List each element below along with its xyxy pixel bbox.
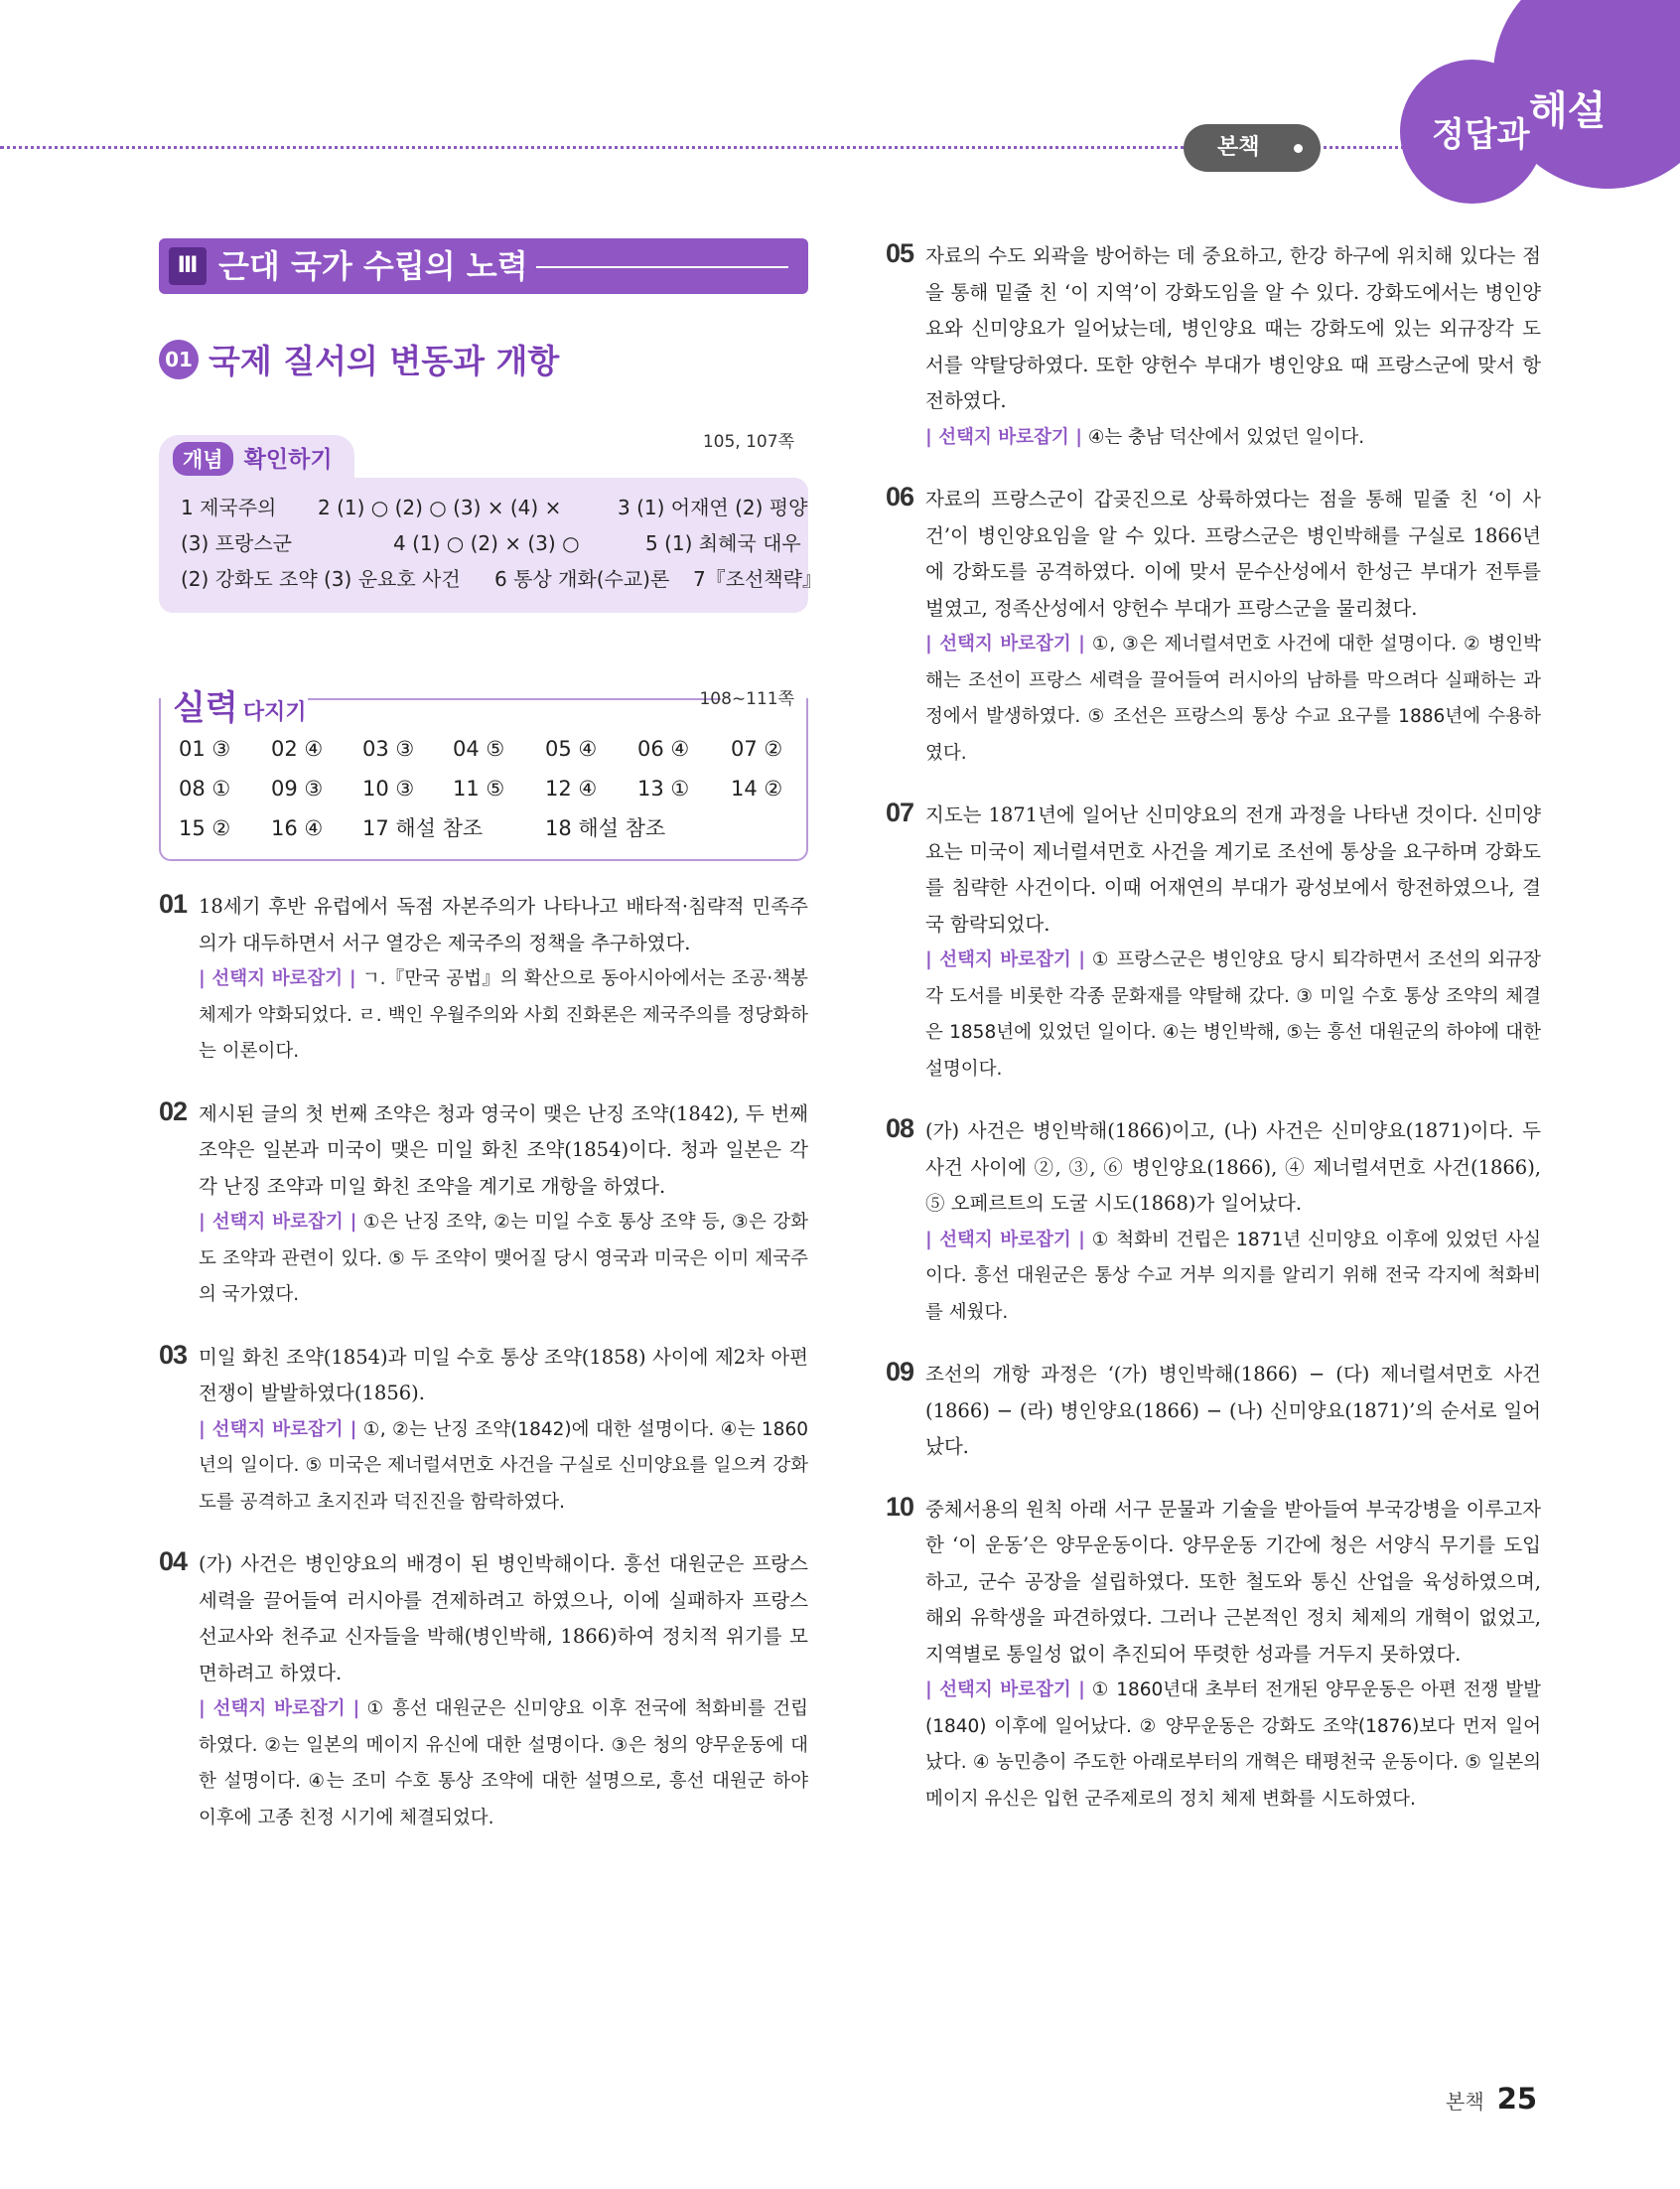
practice-row: [179, 730, 794, 768]
explanation-item: [159, 1340, 808, 1522]
explanation-item: [886, 1113, 1541, 1331]
correction-text: ㄱ.『만국 공법』의 확산으로 동아시아에서는 조공·책봉 체제가 약화되었다. ㄹ. 백인 우월주의와 사회 진화론은 제국주의를 정당화하는 이론이다.: [199, 968, 809, 1062]
concept-pages: 105, 107쪽: [702, 432, 794, 452]
practice-answer: 03 ③: [362, 737, 415, 761]
correction-text: ① 흥선 대원군은 신미양요 이후 전국에 척화비를 건립하였다. ②는 일본의 메이지 유신에 대한 설명이다. ③은 청의 양무운동에 대한 설명이다. ④는 조미 수호 통상 조약에 대한 설명으로, 흥선 대원군 하야 이후에 고종 친정 시기에 체결되었다.: [199, 1698, 808, 1828]
practice-answer: 02 ④: [271, 737, 324, 761]
item-text: 18세기 후반 유럽에서 독점 자본주의가 나타나고 배타적·침략적 민족주의가 대두하면서 서구 열강은 제국주의 정책을 추구하였다.: [199, 895, 808, 954]
practice-answer: 04 ⑤: [453, 737, 505, 761]
item-correction: [199, 1412, 808, 1522]
item-number: 01: [159, 889, 188, 919]
concept-tag: 개념: [173, 442, 233, 476]
concept-answer: 4 (1) ○ (2) × (3) ○: [393, 531, 580, 555]
concept-row: [181, 561, 823, 597]
chapter-banner: [159, 238, 808, 294]
explanation-item: [886, 1357, 1541, 1466]
explanation-item: [159, 889, 808, 1071]
practice-heading-big: 실력: [173, 688, 238, 728]
item-number: 03: [159, 1339, 188, 1370]
item-number: 05: [886, 238, 914, 268]
concept-answer: 3 (1) 어재연 (2) 평양: [618, 496, 808, 519]
practice-answer: 14 ②: [731, 777, 783, 801]
explanation-item: [159, 1096, 808, 1314]
item-correction: [925, 420, 1541, 457]
correction-text: ①은 난징 조약, ②는 미일 수호 통상 조약 등, ③은 강화도 조약과 관련이 있다. ⑤ 두 조약이 맺어질 당시 영국과 미국은 이미 제국주의 국가였다.: [199, 1212, 809, 1305]
chapter-number: Ⅲ: [169, 247, 207, 285]
item-correction: [925, 943, 1541, 1088]
correction-label: | 선택지 바로잡기 |: [925, 426, 1082, 448]
practice-answer: 10 ③: [362, 777, 415, 801]
practice-topline: [308, 698, 721, 700]
concept-answer: 2 (1) ○ (2) ○ (3) × (4) ×: [318, 496, 562, 519]
practice-box: [159, 680, 808, 861]
item-number: 06: [886, 482, 914, 511]
footer-label: 본책: [1446, 2090, 1484, 2114]
practice-answer: 06 ④: [637, 737, 690, 761]
item-text: 조선의 개항 과정은 ‘(가) 병인박해(1866) − (다) 제너럴셔먼호 사건(1866) − (라) 병인양요(1866) − (나) 신미양요(1871)’의 순서로 일어났다.: [925, 1363, 1541, 1458]
practice-row: [179, 770, 794, 807]
practice-row: [179, 809, 794, 847]
page-footer: [1446, 2082, 1537, 2116]
concept-check-box: [159, 432, 823, 613]
correction-label: | 선택지 바로잡기 |: [925, 1229, 1085, 1250]
practice-answer: 05 ④: [545, 737, 598, 761]
concept-answer: 5 (1) 최혜국 대우: [645, 531, 801, 555]
item-text: 미일 화친 조약(1854)과 미일 수호 통상 조약(1858) 사이에 제2차 아편 전쟁이 발발하였다(1856).: [199, 1345, 808, 1404]
item-number: 10: [886, 1491, 914, 1522]
correction-label: | 선택지 바로잡기 |: [199, 1698, 360, 1719]
item-number: 07: [886, 798, 914, 827]
practice-answer: 16 ④: [271, 816, 324, 840]
section-heading: [159, 336, 808, 383]
correction-label: | 선택지 바로잡기 |: [925, 949, 1085, 970]
right-column: [886, 238, 1541, 1818]
correction-text: ① 프랑스군은 병인양요 당시 퇴각하면서 조선의 외규장각 도서를 비롯한 각종 문화재를 약탈해 갔다. ③ 미일 수호 통상 조약의 체결은 1858년에 있었던 일이다. ④는 병인박해, ⑤는 흥선 대원군의 하야에 대한 설명이다.: [925, 949, 1541, 1080]
practice-answer: 13 ①: [637, 777, 690, 801]
concept-label: 확인하기: [243, 447, 333, 473]
explanation-item: [886, 238, 1541, 456]
section-number: 01: [159, 340, 199, 379]
practice-answer: 12 ④: [545, 777, 598, 801]
item-number: 08: [886, 1113, 914, 1143]
correction-text: ① 척화비 건립은 1871년 신미양요 이후에 있었던 사실이다. 흥선 대원군은 통상 수교 거부 의지를 알리기 위해 전국 각지에 척화비를 세웠다.: [925, 1229, 1542, 1323]
correction-label: | 선택지 바로잡기 |: [925, 634, 1085, 655]
item-correction: [199, 1205, 808, 1314]
explanation-item: [886, 1492, 1541, 1819]
concept-answer: 7『조선책략』: [693, 567, 823, 591]
correction-text: ①, ②는 난징 조약(1842)에 대한 설명이다. ④는 1860년의 일이다. ⑤ 미국은 제너럴셔먼호 사건을 구실로 신미양요를 일으켜 강화도를 공격하고 초지진과 덕진진을 함락하였다.: [199, 1418, 808, 1513]
correction-label: | 선택지 바로잡기 |: [199, 968, 356, 989]
practice-answer: 07 ②: [731, 737, 783, 761]
item-number: 09: [886, 1357, 914, 1386]
page-number: 25: [1496, 2082, 1538, 2116]
book-tab-label: 본책: [1217, 135, 1260, 160]
correction-label: | 선택지 바로잡기 |: [199, 1418, 357, 1440]
item-number: 02: [159, 1095, 188, 1126]
chapter-title: 근대 국가 수립의 노력: [218, 247, 528, 285]
item-text: 지도는 1871년에 일어난 신미양요의 전개 과정을 나타낸 것이다. 신미양요는 미국이 제너럴셔먼호 사건을 계기로 조선에 통상을 요구하며 강화도를 침략한 사건이다. 이때 어재연의 부대가 광성보에서 항전하였으나, 결국 함락되었다.: [925, 803, 1541, 936]
item-correction: [199, 1691, 808, 1836]
explanation-item: [886, 798, 1541, 1088]
item-text: 제시된 글의 첫 번째 조약은 청과 영국이 맺은 난징 조약(1842), 두 번째 조약은 일본과 미국이 맺은 미일 화친 조약(1854)이다. 청과 일본은 각각 난징 조약과 미일 화친 조약을 계기로 개항을 하였다.: [199, 1101, 808, 1198]
correction-text: ① 1860년대 초부터 전개된 양무운동은 아편 전쟁 발발(1840) 이후에 일어났다. ② 양무운동은 강화도 조약(1876)보다 먼저 일어났다. ④ 농민층이 주도한 아래로부터의 개혁은 태평천국 운동이다. ⑤ 일본의 메이지 유신은 입헌 군주제로의 정치 체제 변화를 시도하였다.: [925, 1679, 1542, 1810]
item-correction: [925, 627, 1541, 772]
practice-answer: 17 해설 참조: [362, 816, 484, 840]
correction-text: ①, ③은 제너럴셔먼호 사건에 대한 설명이다. ② 병인박해는 조선이 프랑스 세력을 끌어들여 러시아의 남하를 막으려다 실패하는 과정에서 발생하였다. ⑤ 조선은 프랑스의 통상 수교 요구를 1886년에 수용하였다.: [925, 634, 1542, 764]
item-text: 중체서용의 원칙 아래 서구 문물과 기술을 받아들여 부국강병을 이루고자 한 ‘이 운동’은 양무운동이다. 양무운동 기간에 청은 서양식 무기를 도입하고, 군수 공장을 설립하였다. 또한 철도와 통신 산업을 육성하였으며, 해외 유학생을 파견하였다. 그러나 근본적인 정치 체제의 개혁이 없었고, 지역별로 통일성 없이 추진되어 뚜렷한 성과를 거두지 못하였다.: [925, 1497, 1541, 1666]
practice-answer: 08 ①: [179, 777, 231, 801]
left-column: [159, 238, 823, 1836]
header-title-sub: 정답과: [1432, 115, 1530, 155]
explanation-item: [886, 482, 1541, 772]
section-title: 국제 질서의 변동과 개항: [209, 342, 560, 380]
practice-heading-small: 다지기: [242, 700, 307, 725]
practice-answer: 11 ⑤: [453, 777, 505, 801]
header-title-main: 해설: [1529, 88, 1607, 134]
pill-dot-icon: [1294, 144, 1303, 153]
concept-row: [181, 490, 808, 525]
book-tab-pill: [1184, 124, 1321, 172]
item-correction: [925, 1223, 1541, 1332]
item-text: (가) 사건은 병인박해(1866)이고, (나) 사건은 신미양요(1871)이다. 두 사건 사이에 ②, ③, ⑥ 병인양요(1866), ④ 제너럴셔먼호 사건(1866), ⑤ 오페르트의 도굴 시도(1868)가 일어났다.: [925, 1119, 1541, 1215]
item-text: (가) 사건은 병인양요의 배경이 된 병인박해이다. 흥선 대원군은 프랑스 세력을 끌어들여 러시아를 견제하려고 하였으나, 이에 실패하자 프랑스 선교사와 천주교 신자들을 박해(병인박해, 1866)하여 정치적 위기를 모면하려고 하였다.: [199, 1552, 808, 1684]
item-correction: [199, 961, 808, 1071]
item-text: 자료의 프랑스군이 갑곶진으로 상륙하였다는 점을 통해 밑줄 친 ‘이 사건’이 병인양요임을 알 수 있다. 프랑스군은 병인박해를 구실로 1866년에 강화도를 공격하였다. 이에 맞서 문수산성에서 한성근 부대가 전투를 벌였고, 정족산성에서 양헌수 부대가 프랑스군을 물리쳤다.: [925, 488, 1541, 620]
item-text: 자료의 수도 외곽을 방어하는 데 중요하고, 한강 하구에 위치해 있다는 점을 통해 밑줄 친 ‘이 지역’이 강화도임을 알 수 있다. 강화도에서는 병인양요와 신미양요가 일어났는데, 병인양요 때는 강화도에 있는 외규장각 도서를 약탈당하였다. 또한 양헌수 부대가 병인양요 때 프랑스군에 맞서 항전하였다.: [925, 244, 1541, 412]
concept-answer: 1 제국주의: [181, 496, 277, 519]
practice-answer: 09 ③: [271, 777, 324, 801]
concept-answer: 6 통상 개화(수교)론: [494, 567, 670, 591]
concept-row: [181, 525, 801, 561]
correction-label: | 선택지 바로잡기 |: [199, 1212, 357, 1233]
explanation-item: [159, 1546, 808, 1836]
correction-label: | 선택지 바로잡기 |: [925, 1679, 1085, 1700]
practice-answer: 01 ③: [179, 737, 231, 761]
practice-answer: 15 ②: [179, 816, 231, 840]
concept-answer: (2) 강화도 조약 (3) 운요호 사건: [181, 567, 461, 591]
practice-answer: 18 해설 참조: [545, 816, 666, 840]
practice-heading: [173, 680, 307, 729]
concept-answer: (3) 프랑스군: [181, 531, 292, 555]
item-correction: [925, 1673, 1541, 1818]
chapter-rule: [536, 266, 788, 268]
practice-pages: 108∼111쪽: [699, 689, 794, 709]
item-number: 04: [159, 1546, 188, 1576]
correction-text: ④는 충남 덕산에서 있었던 일이다.: [1087, 426, 1365, 448]
concept-tab: [159, 435, 354, 480]
concept-answers: [159, 478, 823, 613]
